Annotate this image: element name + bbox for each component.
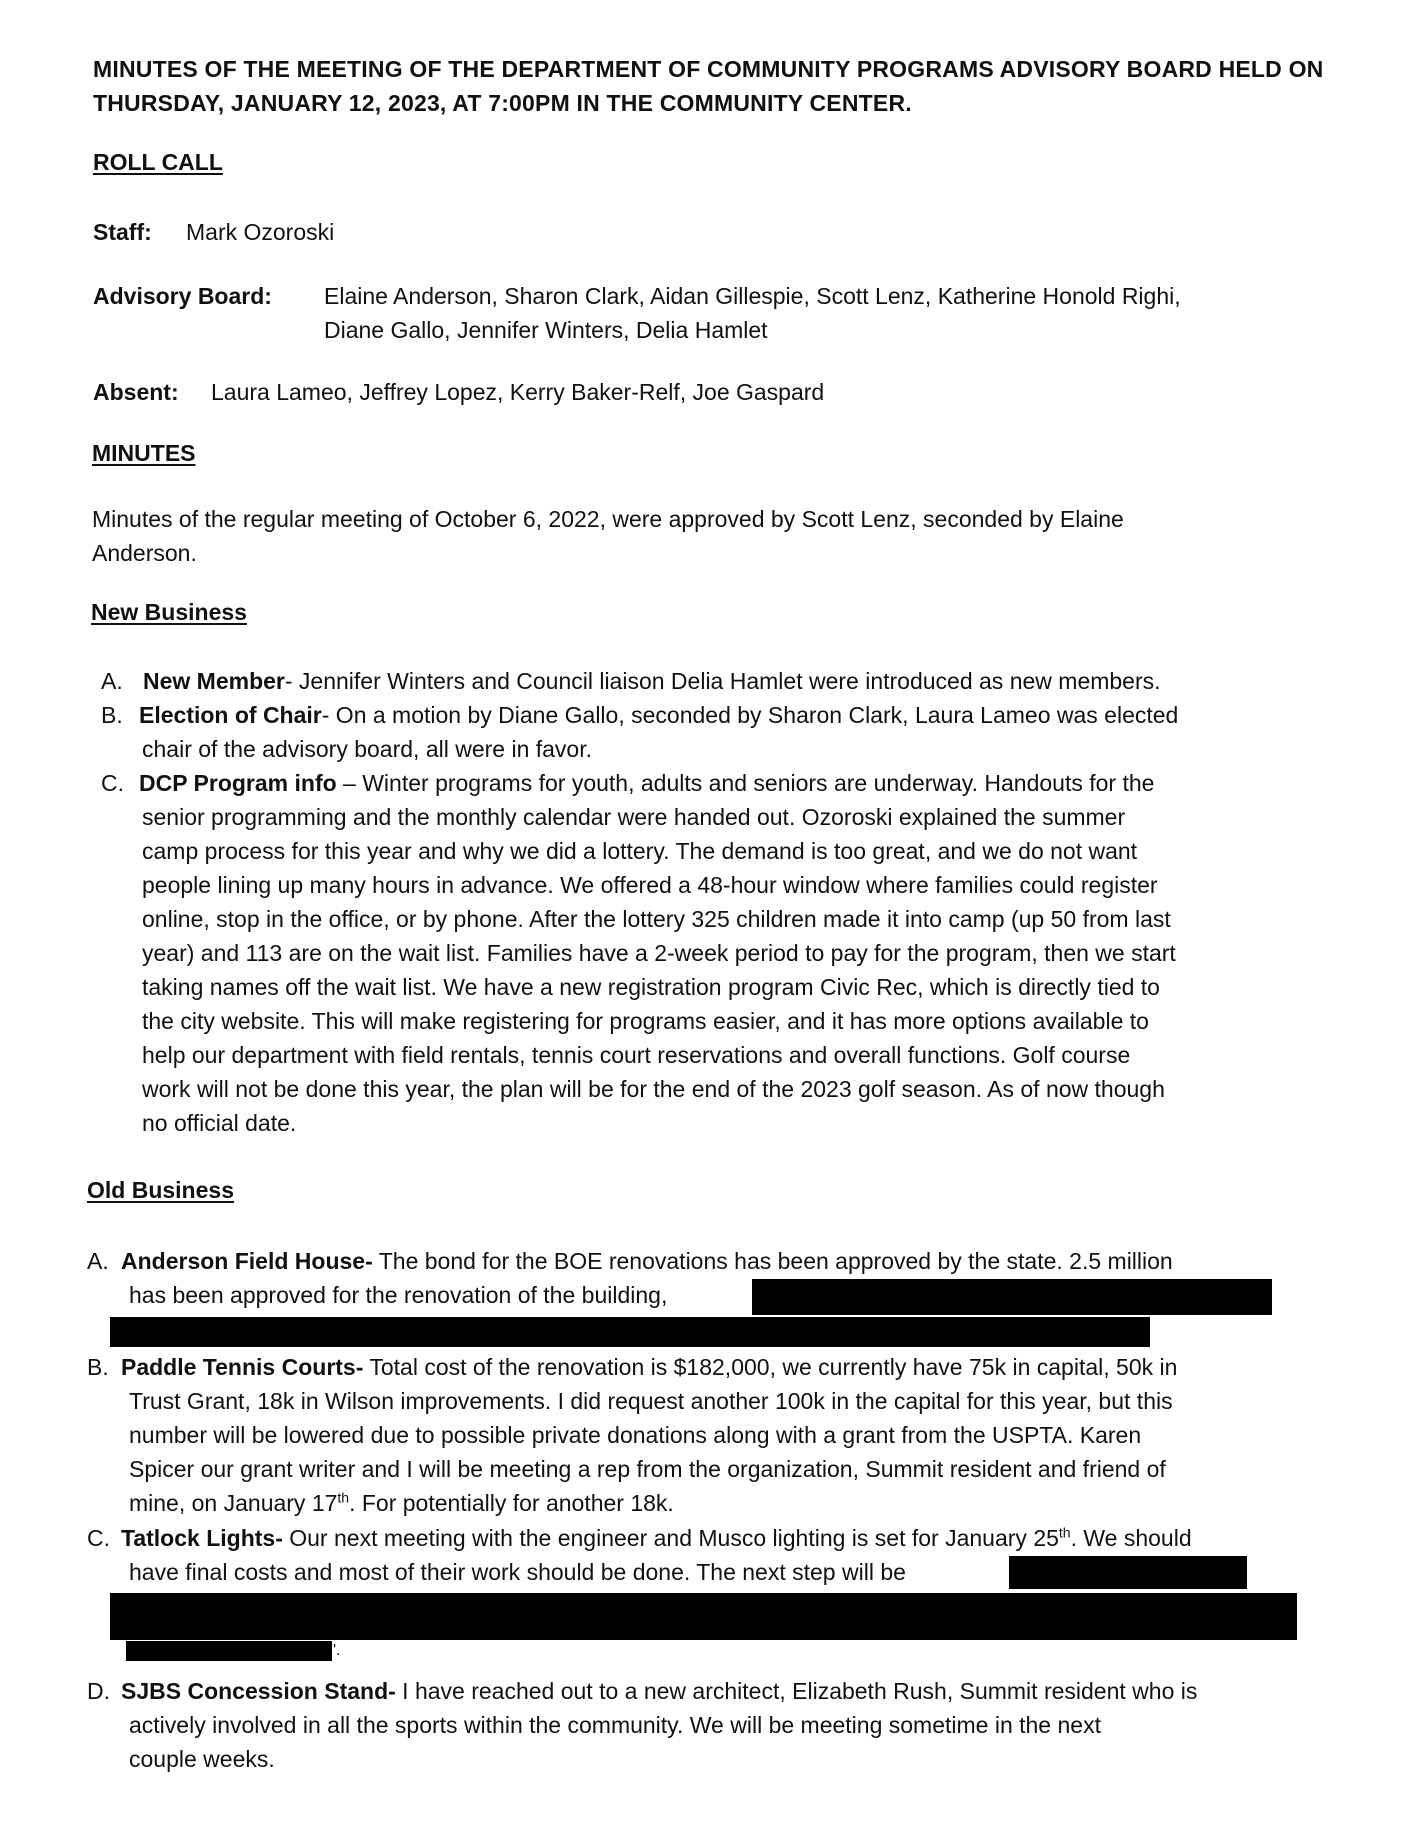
item-b-content — [139, 698, 1178, 732]
item-c-content — [139, 766, 1154, 800]
advisory-board-names-1: Elaine Anderson, Sharon Clark, Aidan Gillespie, Scott Lenz, Katherine Honold Righi, — [324, 283, 1181, 309]
absent-line — [93, 375, 825, 409]
absent-names: Laura Lameo, Jeffrey Lopez, Kerry Baker-Relf, Joe Gaspard — [211, 379, 825, 405]
old-business-item-a — [87, 1244, 1173, 1278]
redaction-bar — [1009, 1556, 1247, 1589]
old-business-heading: Old Business — [87, 1177, 234, 1203]
item-b-line: number will be lowered due to possible private donations along with a grant from the USPTA. Karen — [129, 1422, 1142, 1448]
item-c-line: taking names off the wait list. We have a new registration program Civic Rec, which is directly tied to — [142, 974, 1160, 1000]
item-title: SJBS Concession Stand- — [121, 1678, 396, 1704]
item-letter: A. — [101, 668, 123, 694]
advisory-board-label — [93, 279, 272, 313]
item-title: Election of Chair — [139, 702, 322, 728]
minutes-heading: MINUTES — [92, 440, 196, 466]
new-business-item-a — [101, 664, 1161, 698]
item-text: - Jennifer Winters and Council liaison Delia Hamlet were introduced as new members. — [284, 668, 1161, 694]
new-business-item-b — [101, 698, 1179, 732]
item-c-line: work will not be done this year, the plan will be for the end of the 2023 golf season. As of now though — [142, 1076, 1165, 1102]
item-c-line: camp process for this year and why we did a lottery. The demand is too great, and we do not want — [142, 838, 1138, 864]
item-d-content — [121, 1674, 1197, 1708]
item-letter: C. — [101, 770, 124, 796]
minutes-text-2: Anderson. — [92, 540, 197, 566]
redaction-bar — [110, 1317, 1150, 1347]
item-text: I have reached out to a new architect, Elizabeth Rush, Summit resident who is — [395, 1678, 1198, 1704]
redaction-bar — [126, 1641, 332, 1661]
item-c-line: the city website. This will make registering for programs easier, and it has more options available to — [142, 1008, 1149, 1034]
redaction-bar — [752, 1279, 1272, 1315]
item-d-line: couple weeks. — [129, 1746, 275, 1772]
item-text: Total cost of the renovation is $182,000, we currently have 75k in capital, 50k in — [363, 1354, 1178, 1380]
item-title: Anderson Field House- — [121, 1248, 373, 1274]
item-letter: C. — [87, 1525, 110, 1551]
ordinal-suffix: th — [337, 1489, 350, 1506]
item-title: DCP Program info — [139, 770, 337, 796]
item-text: The bond for the BOE renovations has been approved by the state. 2.5 million — [372, 1248, 1173, 1274]
item-text-end: . We should — [1070, 1525, 1192, 1551]
absent-label: Absent: — [93, 379, 179, 405]
item-text: Our next meeting with the engineer and Musco lighting is set for January 25 — [282, 1525, 1059, 1551]
item-text: – Winter programs for youth, adults and seniors are underway. Handouts for the — [336, 770, 1155, 796]
item-c-line: help our department with field rentals, tennis court reservations and overall functions. Golf course — [142, 1042, 1131, 1068]
new-business-heading: New Business — [91, 599, 247, 625]
redaction-bar — [110, 1593, 1297, 1640]
item-c-line: no official date. — [142, 1110, 297, 1136]
old-business-item-c — [87, 1521, 1192, 1555]
roll-call-heading: ROLL CALL — [93, 149, 223, 175]
item-text: - On a motion by Diane Gallo, seconded by Sharon Clark, Laura Lameo was elected — [321, 702, 1179, 728]
item-letter: D. — [87, 1678, 110, 1704]
advisory-board-label-text: Advisory Board: — [93, 283, 272, 309]
new-business-item-c — [101, 766, 1155, 800]
old-business-item-c-cont: have final costs and most of their work should be done. The next step will be — [129, 1559, 906, 1585]
advisory-board-names-2: Diane Gallo, Jennifer Winters, Delia Hamlet — [324, 317, 768, 343]
staff-names: Mark Ozoroski — [186, 219, 335, 245]
item-c-line: online, stop in the office, or by phone. After the lottery 325 children made it into camp (up 50 from last — [142, 906, 1171, 932]
item-title: New Member — [143, 668, 285, 694]
staff-line — [93, 215, 335, 249]
item-a-content — [143, 664, 1161, 698]
old-business-item-d — [87, 1674, 1198, 1708]
item-title: Tatlock Lights- — [121, 1525, 283, 1551]
item-c-content — [121, 1521, 1192, 1555]
minutes-text-1: Minutes of the regular meeting of October 6, 2022, were approved by Scott Lenz, seconded by Elaine — [92, 506, 1124, 532]
item-b-line: Spicer our grant writer and I will be meeting a rep from the organization, Summit resident and friend of — [129, 1456, 1166, 1482]
item-b-line: Trust Grant, 18k in Wilson improvements. I did request another 100k in the capital for this year, but this — [129, 1388, 1173, 1414]
ordinal-suffix: th — [1058, 1524, 1071, 1541]
document-title: MINUTES OF THE MEETING OF THE DEPARTMENT OF COMMUNITY PROGRAMS ADVISORY BOARD HELD ON THURSDAY, JANUARY 12, 2023, AT 7:00PM IN THE COMMUNITY CENTER. — [93, 56, 1324, 116]
item-b-line-last — [129, 1486, 674, 1520]
item-a-content — [121, 1244, 1173, 1278]
redaction-tail: '. — [333, 1642, 341, 1659]
new-business-item-b-cont: chair of the advisory board, all were in favor. — [142, 736, 593, 762]
item-letter: A. — [87, 1248, 109, 1274]
item-c-line: senior programming and the monthly calendar were handed out. Ozoroski explained the summer — [142, 804, 1126, 830]
item-c-line: year) and 113 are on the wait list. Families have a 2-week period to pay for the program, then we start — [142, 940, 1176, 966]
item-b-last-pre: mine, on January 17 — [129, 1490, 338, 1516]
item-letter: B. — [101, 702, 123, 728]
item-title: Paddle Tennis Courts- — [121, 1354, 364, 1380]
item-b-content — [121, 1350, 1177, 1384]
item-d-line: actively involved in all the sports within the community. We will be meeting sometime in the next — [129, 1712, 1101, 1738]
staff-label: Staff: — [93, 219, 152, 245]
item-letter: B. — [87, 1354, 109, 1380]
old-business-item-a-cont: has been approved for the renovation of the building, — [129, 1282, 668, 1308]
item-c-line: people lining up many hours in advance. We offered a 48-hour window where families could register — [142, 872, 1158, 898]
old-business-item-b — [87, 1350, 1178, 1384]
item-b-last-post: . For potentially for another 18k. — [349, 1490, 674, 1516]
